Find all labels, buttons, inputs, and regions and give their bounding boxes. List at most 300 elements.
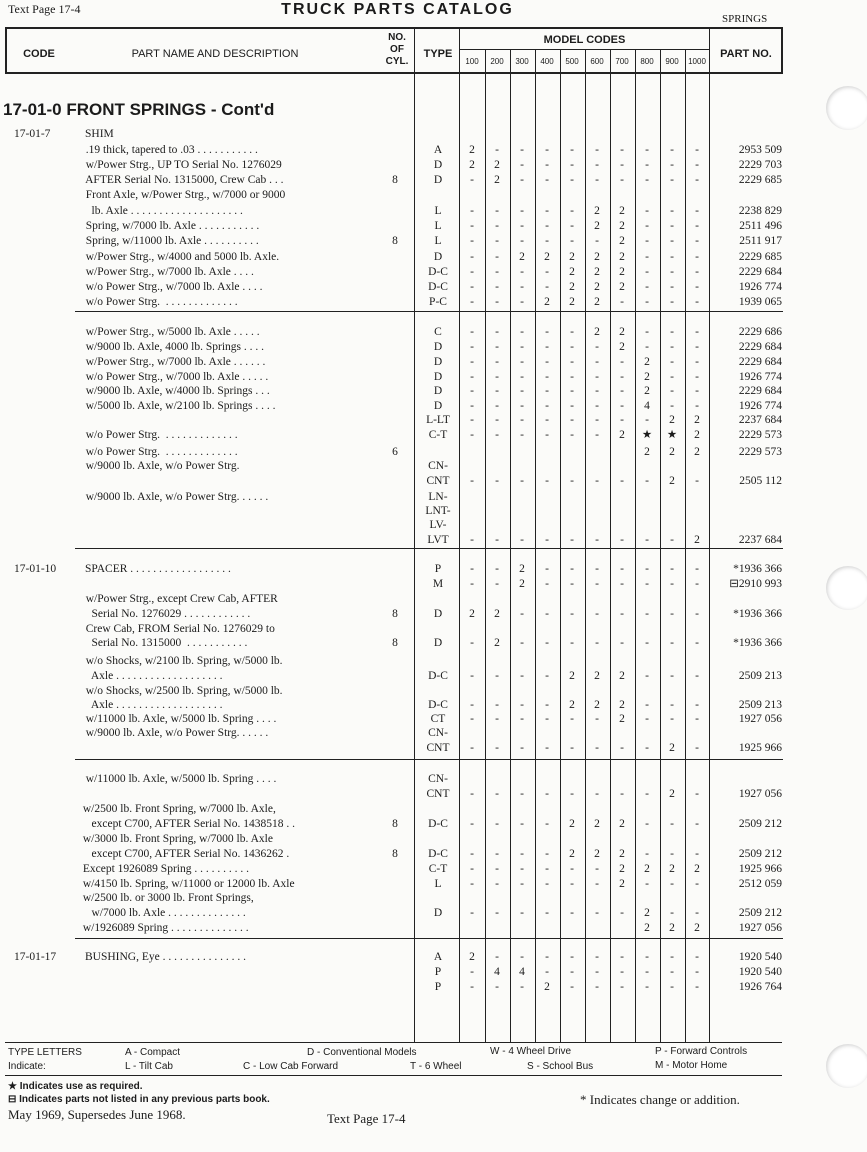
model-qty: -	[470, 534, 474, 546]
part-description: w/9000 lb. Axle, w/o Power Strg.	[80, 460, 240, 472]
table-row	[0, 204, 790, 219]
model-qty: -	[645, 981, 649, 993]
part-number: 1927 056	[738, 922, 782, 934]
cylinder-count: 8	[392, 848, 398, 860]
cylinder-count: 6	[392, 446, 398, 458]
model-qty: -	[595, 907, 599, 919]
model-qty: -	[470, 863, 474, 875]
model-qty: -	[545, 371, 549, 383]
model-qty: 2	[669, 446, 675, 458]
type-code: D	[433, 341, 443, 353]
model-qty: -	[645, 296, 649, 308]
model-qty: -	[470, 281, 474, 293]
type-code: L	[434, 235, 442, 247]
model-qty: 2	[544, 296, 550, 308]
model-qty: -	[695, 637, 699, 649]
table-row	[0, 504, 790, 519]
type-code: D-C	[428, 699, 448, 711]
model-qty: -	[495, 144, 499, 156]
model-qty: -	[495, 251, 499, 263]
model-qty: -	[695, 563, 699, 575]
part-description: Front Axle, w/Power Strg., w/7000 or 9000	[80, 189, 286, 201]
model-qty: ★	[666, 429, 678, 441]
model-qty: 2	[619, 429, 625, 441]
table-row	[0, 847, 790, 862]
model-qty: 2	[594, 699, 600, 711]
model-qty: 2	[569, 818, 575, 830]
model-qty: -	[570, 205, 574, 217]
model-qty: -	[470, 266, 474, 278]
model-qty: -	[570, 788, 574, 800]
model-qty: -	[470, 578, 474, 590]
model-qty: 2	[669, 475, 675, 487]
model-qty: 2	[644, 922, 650, 934]
model-qty: -	[545, 235, 549, 247]
model-qty: -	[520, 414, 524, 426]
part-description: w/Power Strg., w/7000 lb. Axle . . . . . .	[80, 356, 266, 368]
type-code: CNT	[426, 788, 450, 800]
table-row	[0, 921, 790, 936]
model-qty: -	[670, 713, 674, 725]
part-description: except C700, AFTER Serial No. 1438518 . .	[80, 818, 295, 830]
model-qty: -	[670, 981, 674, 993]
model-qty: -	[470, 251, 474, 263]
table-row	[0, 490, 790, 505]
model-qty: -	[645, 266, 649, 278]
table-row	[0, 684, 790, 699]
part-description: lb. Axle . . . . . . . . . . . . . . . . . . . .	[80, 205, 243, 217]
model-qty: -	[695, 951, 699, 963]
part-description: w/o Power Strg. . . . . . . . . . . . . .	[80, 296, 238, 308]
model-qty: -	[495, 670, 499, 682]
model-qty: -	[545, 637, 549, 649]
model-qty: -	[545, 534, 549, 546]
table-row	[0, 726, 790, 741]
table-row	[0, 158, 790, 173]
model-qty: -	[620, 400, 624, 412]
model-qty: -	[645, 174, 649, 186]
model-qty: -	[645, 563, 649, 575]
table-row	[0, 965, 790, 980]
type-code: D	[433, 400, 443, 412]
model-qty: 2	[669, 922, 675, 934]
model-qty: -	[670, 144, 674, 156]
model-code-400: 400	[540, 57, 554, 66]
model-qty: 2	[644, 371, 650, 383]
type-code: D-C	[428, 848, 448, 860]
part-description: Spring, w/11000 lb. Axle . . . . . . . . . .	[80, 235, 259, 247]
model-qty: -	[495, 878, 499, 890]
model-qty: -	[620, 578, 624, 590]
table-row	[0, 877, 790, 892]
part-description: except C700, AFTER Serial No. 1436262 .	[80, 848, 290, 860]
legend-item: W - 4 Wheel Drive	[490, 1046, 572, 1057]
table-row	[0, 340, 790, 355]
model-qty: -	[520, 608, 524, 620]
model-qty: -	[695, 981, 699, 993]
part-description: SHIM	[85, 128, 114, 140]
model-qty: 2	[469, 144, 475, 156]
model-qty: -	[520, 534, 524, 546]
model-qty: -	[620, 296, 624, 308]
model-qty: -	[570, 907, 574, 919]
type-code: LVT	[427, 534, 449, 546]
model-code-700: 700	[615, 57, 629, 66]
model-qty: -	[470, 475, 474, 487]
model-qty: -	[695, 205, 699, 217]
part-number: 1926 774	[738, 400, 782, 412]
model-qty: -	[670, 341, 674, 353]
model-qty: -	[595, 341, 599, 353]
model-qty: -	[695, 699, 699, 711]
part-description: w/o Power Strg. . . . . . . . . . . . . .	[80, 446, 238, 458]
legend-label-indicate: Indicate:	[8, 1061, 46, 1072]
model-qty: -	[520, 878, 524, 890]
table-row	[0, 250, 790, 265]
table-row	[0, 295, 790, 310]
model-qty: 2	[494, 159, 500, 171]
table-row	[0, 577, 790, 592]
model-qty: -	[520, 907, 524, 919]
part-number: 2511 917	[739, 235, 782, 247]
model-qty: 4	[644, 400, 650, 412]
part-number: *1936 366	[733, 563, 782, 575]
type-code: P	[434, 966, 442, 978]
part-number: 2229 685	[738, 251, 782, 263]
model-qty: -	[595, 144, 599, 156]
model-qty: 2	[619, 235, 625, 247]
model-qty: -	[545, 281, 549, 293]
part-number: 1927 056	[738, 788, 782, 800]
part-description: Crew Cab, FROM Serial No. 1276029 to	[80, 623, 275, 635]
model-qty: -	[620, 951, 624, 963]
model-qty: 2	[544, 251, 550, 263]
model-qty: 2	[469, 608, 475, 620]
part-number: 2509 212	[738, 907, 782, 919]
footnote-change: * Indicates change or addition.	[580, 1092, 740, 1107]
model-qty: -	[595, 356, 599, 368]
model-qty: -	[595, 235, 599, 247]
part-description: w/3000 lb. Front Spring, w/7000 lb. Axle	[80, 833, 273, 845]
part-description: w/Power Strg., except Crew Cab, AFTER	[80, 593, 278, 605]
table-row	[0, 862, 790, 877]
model-qty: -	[545, 670, 549, 682]
model-qty: -	[695, 174, 699, 186]
col-part-no: PART NO.	[720, 48, 772, 60]
model-qty: -	[470, 356, 474, 368]
model-qty: -	[670, 608, 674, 620]
model-qty: -	[545, 429, 549, 441]
model-qty: -	[520, 429, 524, 441]
model-qty: -	[470, 429, 474, 441]
table-row	[0, 669, 790, 684]
model-qty: -	[470, 966, 474, 978]
type-code: P-C	[429, 296, 447, 308]
model-qty: 2	[669, 414, 675, 426]
type-code: L	[434, 205, 442, 217]
part-number: 1939 065	[738, 296, 782, 308]
model-qty: -	[520, 159, 524, 171]
table-row	[0, 741, 790, 756]
model-qty: -	[620, 742, 624, 754]
model-qty: 2	[569, 670, 575, 682]
model-qty: 2	[694, 863, 700, 875]
part-description: w/5000 lb. Axle, w/2100 lb. Springs . . . .	[80, 400, 276, 412]
model-qty: -	[520, 713, 524, 725]
type-code: D	[433, 174, 443, 186]
model-qty: -	[645, 235, 649, 247]
model-qty: -	[470, 788, 474, 800]
model-qty: -	[545, 863, 549, 875]
model-qty: -	[620, 385, 624, 397]
model-qty: 2	[619, 818, 625, 830]
binder-hole	[826, 1044, 867, 1088]
model-qty: -	[645, 818, 649, 830]
model-qty: -	[495, 296, 499, 308]
model-qty: 2	[569, 281, 575, 293]
model-qty: -	[645, 534, 649, 546]
model-qty: 2	[569, 251, 575, 263]
model-qty: -	[520, 951, 524, 963]
part-number: 2509 212	[738, 848, 782, 860]
model-qty: -	[695, 144, 699, 156]
part-description: w/9000 lb. Axle, 4000 lb. Springs . . . .	[80, 341, 265, 353]
model-qty: -	[670, 205, 674, 217]
table-row	[0, 832, 790, 847]
table-row	[0, 772, 790, 787]
type-code: LNT-	[425, 505, 451, 517]
model-qty: -	[470, 907, 474, 919]
model-qty: 2	[519, 251, 525, 263]
model-qty: 2	[644, 446, 650, 458]
model-qty: -	[695, 907, 699, 919]
part-description: w/o Power Strg., w/7000 lb. Axle . . . . .	[80, 371, 269, 383]
model-qty: -	[670, 174, 674, 186]
type-code: P	[434, 981, 442, 993]
model-qty: -	[520, 281, 524, 293]
model-qty: -	[695, 371, 699, 383]
table-row	[0, 562, 790, 577]
type-code: A	[433, 951, 443, 963]
model-qty: -	[620, 159, 624, 171]
model-qty: -	[545, 608, 549, 620]
model-qty: 2	[594, 220, 600, 232]
model-qty: -	[570, 742, 574, 754]
part-description: w/11000 lb. Axle, w/5000 lb. Spring . . . .	[80, 713, 277, 725]
model-qty: -	[570, 713, 574, 725]
model-qty: 2	[694, 429, 700, 441]
part-number: 1926 774	[738, 281, 782, 293]
col-cyl: NO. OF CYL.	[385, 32, 409, 67]
model-qty: 2	[569, 266, 575, 278]
type-code: D	[433, 159, 443, 171]
part-number: 2509 212	[738, 818, 782, 830]
model-qty: -	[570, 863, 574, 875]
legend-item: C - Low Cab Forward	[243, 1061, 339, 1072]
model-qty: -	[670, 400, 674, 412]
part-number: 1927 056	[738, 713, 782, 725]
model-qty: -	[695, 966, 699, 978]
model-qty: -	[670, 220, 674, 232]
part-number: 2229 573	[738, 446, 782, 458]
model-qty: -	[695, 400, 699, 412]
type-code: D-C	[428, 266, 448, 278]
model-qty: -	[670, 534, 674, 546]
model-qty: -	[620, 608, 624, 620]
model-qty: -	[670, 907, 674, 919]
model-qty: -	[520, 296, 524, 308]
model-qty: -	[545, 848, 549, 860]
model-qty: -	[670, 848, 674, 860]
model-code-800: 800	[640, 57, 654, 66]
table-row	[0, 592, 790, 607]
model-qty: -	[695, 356, 699, 368]
model-qty: -	[520, 235, 524, 247]
model-qty: 2	[594, 670, 600, 682]
part-number: 2512 059	[738, 878, 782, 890]
model-qty: -	[520, 848, 524, 860]
type-code: C-T	[428, 429, 448, 441]
model-qty: -	[470, 818, 474, 830]
model-qty: -	[620, 356, 624, 368]
col-type: TYPE	[423, 48, 453, 60]
type-code: CN-	[428, 727, 448, 739]
type-code: D-C	[428, 670, 448, 682]
part-number: 2229 684	[738, 341, 782, 353]
table-row	[0, 817, 790, 832]
model-qty: -	[495, 385, 499, 397]
model-code-600: 600	[590, 57, 604, 66]
table-row	[0, 474, 790, 489]
model-qty: -	[495, 578, 499, 590]
part-description: w/o Shocks, w/2500 lb. Spring, w/5000 lb.	[80, 685, 283, 697]
model-qty: -	[520, 699, 524, 711]
model-qty: 2	[619, 878, 625, 890]
part-description: w/Power Strg., w/4000 and 5000 lb. Axle.	[80, 251, 280, 263]
part-number: 2229 684	[738, 266, 782, 278]
model-qty: -	[570, 356, 574, 368]
model-qty: -	[470, 400, 474, 412]
model-qty: -	[695, 220, 699, 232]
model-qty: -	[545, 356, 549, 368]
part-description: w/1926089 Spring . . . . . . . . . . . . . .	[80, 922, 249, 934]
model-qty: -	[620, 637, 624, 649]
model-qty: 2	[494, 637, 500, 649]
model-qty: -	[595, 534, 599, 546]
model-qty: -	[620, 907, 624, 919]
type-code: CN-	[428, 460, 448, 472]
part-description: w/2500 lb. or 3000 lb. Front Springs,	[80, 892, 254, 904]
table-row	[0, 636, 790, 651]
part-number: *1936 366	[733, 637, 782, 649]
model-qty: -	[495, 266, 499, 278]
model-qty: -	[595, 385, 599, 397]
model-qty: -	[495, 818, 499, 830]
model-qty: -	[495, 326, 499, 338]
type-code: L	[434, 878, 442, 890]
model-qty: -	[670, 699, 674, 711]
part-description: w/4150 lb. Spring, w/11000 or 12000 lb. Axle	[80, 878, 295, 890]
part-description: w/9000 lb. Axle, w/o Power Strg. . . . . .	[80, 727, 269, 739]
model-qty: 2	[669, 863, 675, 875]
col-model-codes: MODEL CODES	[543, 34, 626, 46]
model-qty: -	[645, 475, 649, 487]
part-description: w/2500 lb. Front Spring, w/7000 lb. Axle,	[80, 803, 276, 815]
model-qty: -	[545, 563, 549, 575]
model-qty: -	[670, 235, 674, 247]
model-qty: -	[545, 220, 549, 232]
part-number: *1936 366	[733, 608, 782, 620]
table-row	[0, 607, 790, 622]
model-qty: -	[670, 159, 674, 171]
model-qty: -	[570, 385, 574, 397]
model-qty: 2	[594, 281, 600, 293]
model-code-900: 900	[665, 57, 679, 66]
part-number: 1920 540	[738, 951, 782, 963]
legend-item: T - 6 Wheel	[410, 1061, 462, 1072]
type-code: D	[433, 251, 443, 263]
model-qty: -	[470, 637, 474, 649]
type-code: C	[434, 326, 442, 338]
part-number: 2509 213	[738, 670, 782, 682]
model-qty: -	[695, 788, 699, 800]
model-qty: -	[570, 966, 574, 978]
model-qty: -	[495, 848, 499, 860]
model-qty: -	[545, 818, 549, 830]
part-description: .19 thick, tapered to .03 . . . . . . . . . . .	[80, 144, 258, 156]
table-row	[0, 622, 790, 637]
footnote-star: ★ Indicates use as required.	[8, 1081, 143, 1092]
model-qty: -	[470, 174, 474, 186]
model-qty: -	[470, 563, 474, 575]
model-qty: -	[595, 981, 599, 993]
type-code: D	[433, 385, 443, 397]
part-code: 17-01-10	[14, 563, 57, 575]
model-qty: -	[470, 235, 474, 247]
model-qty: 2	[519, 563, 525, 575]
cylinder-count: 8	[392, 235, 398, 247]
model-qty: -	[545, 878, 549, 890]
model-qty: -	[495, 788, 499, 800]
model-qty: -	[595, 608, 599, 620]
legend-item: D - Conventional Models	[307, 1047, 417, 1058]
model-qty: -	[570, 174, 574, 186]
model-qty: -	[670, 966, 674, 978]
model-qty: 2	[469, 951, 475, 963]
part-description: Serial No. 1315000 . . . . . . . . . . .	[80, 637, 248, 649]
part-number: ⊟2910 993	[729, 578, 782, 590]
part-number: 2953 509	[738, 144, 782, 156]
model-qty: -	[495, 563, 499, 575]
model-qty: -	[620, 534, 624, 546]
model-qty: 2	[619, 863, 625, 875]
model-qty: -	[570, 637, 574, 649]
model-qty: 2	[569, 699, 575, 711]
model-qty: -	[570, 951, 574, 963]
model-qty: -	[595, 742, 599, 754]
type-code: CN-	[428, 773, 448, 785]
model-qty: -	[645, 251, 649, 263]
model-qty: -	[520, 385, 524, 397]
model-qty: -	[495, 400, 499, 412]
type-code: D	[433, 637, 443, 649]
model-qty: -	[595, 429, 599, 441]
model-qty: -	[545, 174, 549, 186]
model-qty: -	[495, 713, 499, 725]
model-qty: -	[570, 534, 574, 546]
table-row	[0, 787, 790, 802]
model-qty: -	[570, 220, 574, 232]
